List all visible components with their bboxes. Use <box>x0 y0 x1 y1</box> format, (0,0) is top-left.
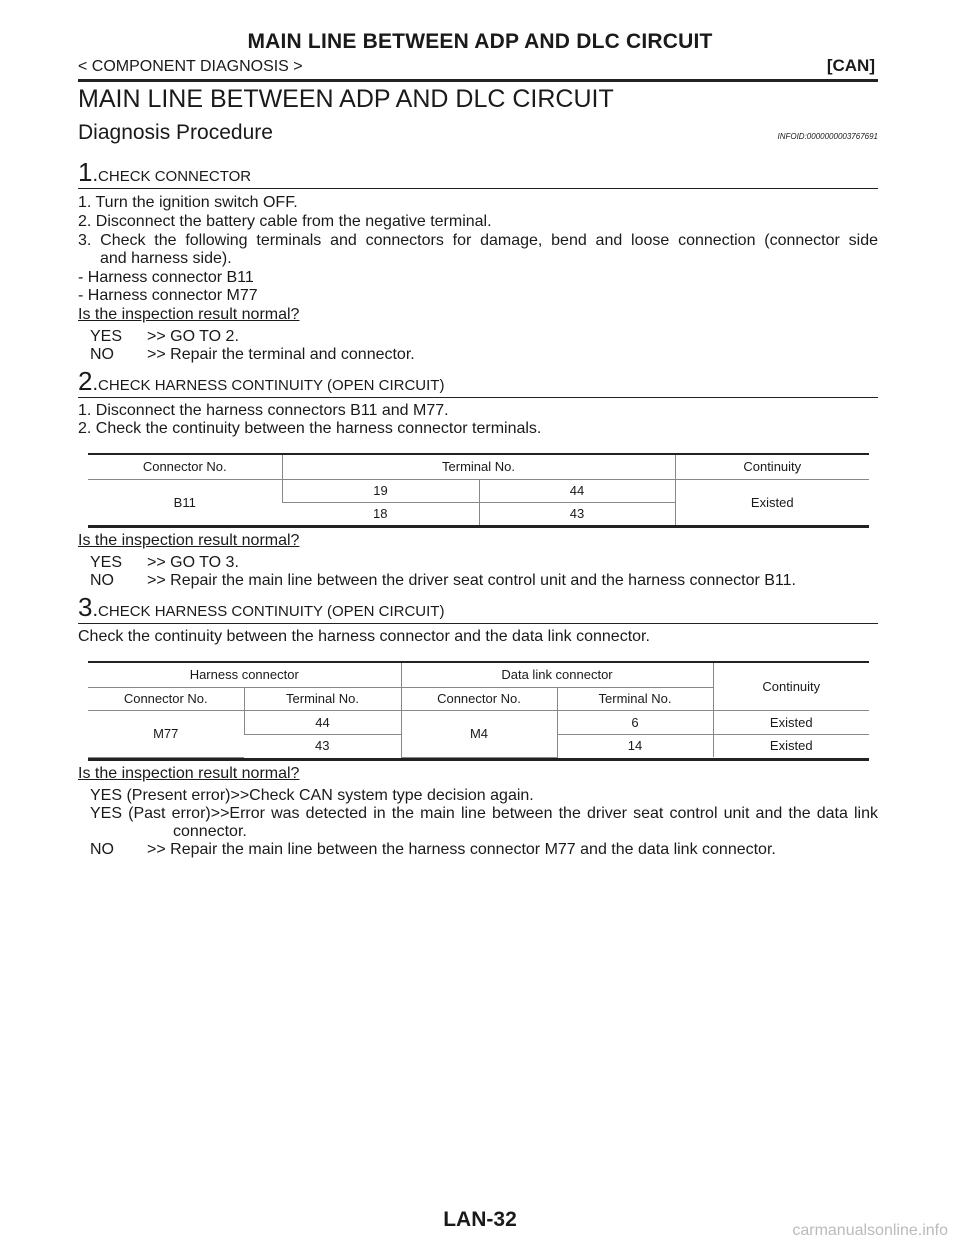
answer-label: NO <box>90 346 114 363</box>
table-cell: M77 <box>88 710 244 757</box>
table-cell: 44 <box>479 479 675 502</box>
table-header: Connector No. <box>88 687 244 710</box>
watermark: carmanualsonline.info <box>792 1222 948 1239</box>
answer-text-wrap: connector. <box>173 823 247 840</box>
table-cell: 44 <box>244 710 401 734</box>
table-bottom-rule <box>88 525 869 528</box>
running-header-code: [CAN] <box>826 56 875 75</box>
answer-label: NO <box>90 841 114 858</box>
table-cell: 43 <box>315 738 330 754</box>
instruction-line: and harness side). <box>100 250 232 267</box>
step-title: CHECK CONNECTOR <box>98 168 252 185</box>
inspection-question: Is the inspection result normal? <box>78 532 300 549</box>
answer-label: YES (Past error) <box>90 805 211 822</box>
table-cell: 43 <box>479 502 675 525</box>
info-id: INFOID:0000000003767691 <box>777 132 878 141</box>
step-number: 2 <box>78 366 93 396</box>
running-header-title: MAIN LINE BETWEEN ADP AND DLC CIRCUIT <box>247 30 713 53</box>
table-header: Terminal No. <box>282 455 675 479</box>
step-rule <box>78 623 878 624</box>
answer-line <box>90 805 878 823</box>
inspection-question: Is the inspection result normal? <box>78 765 300 782</box>
table-group-header: Data link connector <box>401 663 713 687</box>
step-number: 3 <box>78 592 93 622</box>
answer-text: >>Check CAN system type decision again. <box>230 787 534 804</box>
table-header: Connector No. <box>88 455 282 479</box>
page-number: LAN-32 <box>443 1208 517 1231</box>
instruction-line: 1. Turn the ignition switch OFF. <box>78 194 298 211</box>
header-rule <box>78 79 878 82</box>
answer-label: NO <box>90 572 114 589</box>
answer-line <box>90 787 534 805</box>
answer-label: YES (Present error) <box>90 787 231 804</box>
table-bottom-rule <box>88 758 869 761</box>
table-header: Continuity <box>713 663 869 710</box>
answer-text: >> GO TO 3. <box>147 554 239 571</box>
answer-label: YES <box>90 328 123 345</box>
step-1-heading: 1.CHECK CONNECTOR <box>78 157 252 187</box>
step-title: CHECK HARNESS CONTINUITY (OPEN CIRCUIT) <box>98 377 445 394</box>
table-header: Continuity <box>675 455 869 479</box>
instruction-line: Check the continuity between the harness connector and the data link connector. <box>78 628 650 645</box>
table-cell: 18 <box>373 506 388 522</box>
answer-label: YES <box>90 554 123 571</box>
inspection-question: Is the inspection result normal? <box>78 306 300 323</box>
step-3-heading: 3.CHECK HARNESS CONTINUITY (OPEN CIRCUIT) <box>78 592 445 622</box>
table-cell: 19 <box>282 479 479 502</box>
table-header: Connector No. <box>401 687 557 710</box>
table-header: Terminal No. <box>244 687 401 710</box>
instruction-line: 2. Disconnect the battery cable from the negative terminal. <box>78 213 492 230</box>
table-cell: 6 <box>557 710 713 734</box>
table-header: Terminal No. <box>557 687 713 710</box>
answer-text: >>Error was detected in the main line between the driver seat control unit and the data link <box>210 805 879 822</box>
table-cell: B11 <box>88 479 282 525</box>
answer-text: >> Repair the terminal and connector. <box>147 346 415 363</box>
answer-text: >> Repair the main line between the driver seat control unit and the harness connector B11. <box>147 572 796 589</box>
table-cell: Existed <box>713 710 869 734</box>
step-rule <box>78 188 878 189</box>
continuity-table-1 <box>88 455 869 526</box>
instruction-line: 2. Check the continuity between the harness connector terminals. <box>78 420 542 437</box>
running-header-section: < COMPONENT DIAGNOSIS > <box>78 58 303 75</box>
answer-text: >> GO TO 2. <box>147 328 239 345</box>
instruction-line: - Harness connector B11 <box>78 269 254 286</box>
continuity-table-2 <box>88 663 869 758</box>
section-subtitle: Diagnosis Procedure <box>78 121 273 144</box>
step-rule <box>78 397 878 398</box>
answer-text: >> Repair the main line between the harness connector M77 and the data link connector. <box>147 841 776 858</box>
instruction-line: - Harness connector M77 <box>78 287 258 304</box>
step-number: 1 <box>78 157 93 187</box>
instruction-line: 1. Disconnect the harness connectors B11 and M77. <box>78 402 449 419</box>
step-2-heading: 2.CHECK HARNESS CONTINUITY (OPEN CIRCUIT) <box>78 366 445 396</box>
table-cell: Existed <box>675 479 869 525</box>
page-title: MAIN LINE BETWEEN ADP AND DLC CIRCUIT <box>78 85 614 113</box>
table-cell: Existed <box>713 734 869 757</box>
table-group-header: Harness connector <box>88 663 401 687</box>
table-cell: 14 <box>557 734 713 757</box>
table-cell: M4 <box>401 710 557 757</box>
step-title: CHECK HARNESS CONTINUITY (OPEN CIRCUIT) <box>98 603 445 620</box>
instruction-line: 3. Check the following terminals and connectors for damage, bend and loose connection (connector side <box>78 232 878 249</box>
